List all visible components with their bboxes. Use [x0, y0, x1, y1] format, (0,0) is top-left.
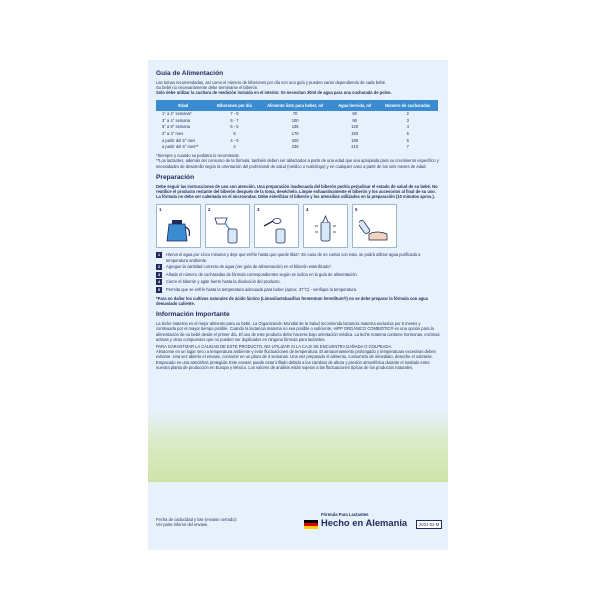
- instruction-step-5: [156, 287, 440, 293]
- breastfeeding-text: La leche materna es el mejor alimento para su bebé. La Organización Mundial de la Salud recomienda lactancia materna exclusiva por 6 meses y continuarla por el mayor tiempo posible. Cuando la lactancia materna no sea posible o suficiente, HiPP ORGÁNICO COMBIOTIC® es una opción para la alimentación de su bebé desde el primer día. El uso de este producto debe hacerse bajo orientación médica. La leche materna contiene hormonas, enzimas activas y otros compuestos que no pueden ser duplicados en ninguna fórmula para lactantes.: [156, 321, 440, 342]
- product-code: 2031-02-M: [416, 520, 442, 529]
- col-header-scoops: Número de cucharadas: [377, 100, 438, 111]
- col-header-bottles: Biberones por día: [211, 100, 259, 111]
- instruction-step-1: [156, 252, 440, 262]
- note-weaning: **Los lactantes, además del consumo de la fórmula, también deben ser ablactados a partir de una edad que sea apropiada para su crecimiento específico y necesidades de desarrollo según la orientación del profesional de salud (médico o nutriólogo) y en cualquier caso a partir de los seis meses de edad.: [156, 158, 439, 169]
- cell-scoops: 4: [377, 124, 438, 131]
- preparation-note: *Para no dañar los cultivos naturales de ácido láctico (Limosilactobacillus fermentum hereditum®) no se debe preparar la fórmula con agua demasiado caliente.: [156, 295, 428, 306]
- step-text: Añada el número de cucharadas de fórmula correspondientes según se indica en la guía de alimentación.: [166, 271, 358, 277]
- step-number: 2: [157, 264, 161, 270]
- guide-intro-1: Las tomas recomendadas, así como el número de biberones por día son una guía y pueden variar dependiendo de cada bebé.: [156, 80, 387, 85]
- instruction-step-3: [156, 272, 440, 278]
- made-in-label: Hecho en Alemania: [321, 517, 408, 528]
- cell-age: a partir del 5° mes: [156, 137, 211, 144]
- cell-age: 3° a 4° mes: [156, 130, 211, 137]
- cell-water: 150: [332, 130, 377, 137]
- table-row: [156, 111, 438, 118]
- step-text: Agregue la cantidad correcta de agua (ver guía de alimentación) en el biberón esterilizado*.: [166, 264, 333, 270]
- cell-scoops: 6: [377, 137, 438, 144]
- step-picture-1: [156, 204, 201, 248]
- table-row: [156, 144, 438, 151]
- table-row: [156, 124, 438, 131]
- col-header-ready: Alimento listo para beber, ml: [258, 100, 332, 111]
- cell-bottles: 4: [211, 144, 259, 151]
- feeding-guide-title: Guía de Alimentación: [156, 70, 224, 77]
- cell-ready: 100: [258, 117, 332, 124]
- kettle-icon: [163, 214, 193, 244]
- shake-bottle-icon: [310, 214, 340, 244]
- step-picture-number: 4: [306, 207, 309, 213]
- instruction-step-2: [156, 264, 440, 270]
- feeding-table: [156, 100, 438, 151]
- cell-ready: 135: [258, 124, 332, 131]
- cell-scoops: 7: [377, 144, 438, 151]
- step-picture-4: [303, 204, 348, 248]
- expiry-info: [156, 517, 276, 527]
- expiry-hint: Ver parte inferior del envase.: [156, 522, 209, 528]
- step-picture-number: 3: [257, 207, 260, 213]
- cell-bottles: 5 - 6: [211, 124, 259, 131]
- cell-bottles: 4 - 5: [211, 137, 259, 144]
- guide-intro-3: Solo debe utilizar la cuchara de medición incluida en el interior. Se necesitan 30ml de agua para una cucharada de polvo.: [156, 90, 392, 96]
- cell-water: 210: [332, 144, 377, 151]
- step-text: Cierre el biberón y agite fuerte hasta la disolución del producto.: [166, 279, 281, 285]
- cell-age: 5° a 8° semana: [156, 124, 211, 131]
- step-text: Permita que se enfríe hasta la temperatura adecuada para beber (aprox. 37°C) - verifique la temperatura.: [166, 286, 358, 292]
- step-picture-3: [254, 204, 299, 248]
- cell-water: 60: [332, 111, 377, 118]
- formula-label: Fórmula Para Lactantes: [321, 512, 369, 517]
- expiry-label: Fecha de caducidad y lote (envase cerrado):: [156, 517, 238, 522]
- cell-ready: 200: [258, 137, 332, 144]
- product-panel: [148, 60, 448, 550]
- step-picture-number: 5: [355, 207, 358, 213]
- test-temperature-icon: [359, 214, 389, 244]
- cell-age: 1° a 2° semana*: [156, 111, 211, 118]
- scoop-icon: [261, 214, 291, 244]
- step-picture-number: 1: [159, 207, 162, 213]
- cell-ready: 235: [258, 144, 332, 151]
- origin-block: [304, 512, 444, 528]
- step-number: 3: [157, 271, 161, 277]
- important-info-title: Información Importante: [156, 311, 230, 319]
- table-row: [156, 130, 438, 137]
- cell-ready: 70: [258, 111, 332, 118]
- meadow-band: [148, 412, 448, 482]
- panel-content: [156, 70, 440, 370]
- cell-bottles: 5 - 7: [211, 117, 259, 124]
- cell-bottles: 5: [211, 130, 259, 137]
- step-number: 5: [157, 286, 161, 292]
- step-picture-2: [205, 204, 250, 248]
- step-text: Hierva el agua por cinco minutos y deje que enfríe hasta que quede tibia*. En caso de no contar con esta, se podrá utilizar agua purificada a temperatura ambiente.: [166, 252, 421, 263]
- guide-intro-2: Su bebé no necesariamente debe terminarse el biberón.: [156, 85, 259, 91]
- cell-age: a partir del 6° mes**: [156, 144, 211, 151]
- cell-water: 90: [332, 117, 377, 124]
- note-pediatrician: *Siempre y cuando su pediatra lo recomiende.: [156, 153, 240, 159]
- table-header-row: [156, 100, 438, 111]
- step-picture-number: 2: [208, 207, 211, 213]
- cell-scoops: 5: [377, 130, 438, 137]
- cell-age: 3° a 4° semana: [156, 117, 211, 124]
- col-header-water: Agua hervida, ml: [332, 100, 377, 111]
- col-header-age: Edad: [156, 100, 211, 111]
- cell-scoops: 3: [377, 117, 438, 124]
- preparation-title: Preparación: [156, 173, 195, 181]
- step-number: 1: [157, 252, 161, 258]
- quality-warning: PARA GARANTIZAR LA CALIDAD DE ESTE PRODUCTO, NO UTILIZAR SI LA CAJA SE ENCUENTRA DAÑADA O GOLPEADA.: [156, 344, 393, 350]
- cell-water: 120: [332, 124, 377, 131]
- cell-ready: 170: [258, 130, 332, 137]
- preparation-pictograms: [156, 204, 440, 248]
- cell-bottles: 7 - 8: [211, 111, 259, 118]
- storage-text: Almacene en un lugar seco a temperatura ambiente y evite fluctuaciones de temperatura. El almacenamiento prolongado y temperaturas excesivas deben evitarse. Una vez abierto el envase, consumir en un plazo de 3 semanas. Una vez preparado el alimento, consumirlo de inmediato, deseche el sobrante. Empacado en una atmósfera protegida. Este envase puede estar inflado debido a los cambios de altura y presión atmosférica durante el traslado entre nuestra planta de producción en Europa y México. Los valores de análisis están sujetos a las fluctuaciones típicas de los productos naturales.: [156, 349, 436, 370]
- table-row: [156, 117, 438, 124]
- preparation-intro: Debe seguir las instrucciones de uso con atención. Una preparación inadecuada del biberón podría perjudicar el estado de salud de su bebé. No reutilice el producto restante del biberón después de la toma, deséchelo. Limpie exhaustivamente el biberón y los accesorios al final de su uso. La fórmula no debe ser calentada en el microondas. Debe esterilizar el biberón y los utensilios utilizados en la preparación (10 minutos aprox.).: [156, 183, 438, 200]
- table-row: [156, 137, 438, 144]
- step-picture-5: [352, 204, 397, 248]
- step-number: 4: [157, 279, 161, 285]
- pour-water-icon: [212, 214, 242, 244]
- instruction-step-4: [156, 279, 440, 285]
- cell-scoops: 2: [377, 111, 438, 118]
- cell-water: 180: [332, 137, 377, 144]
- german-flag-icon: [304, 520, 318, 529]
